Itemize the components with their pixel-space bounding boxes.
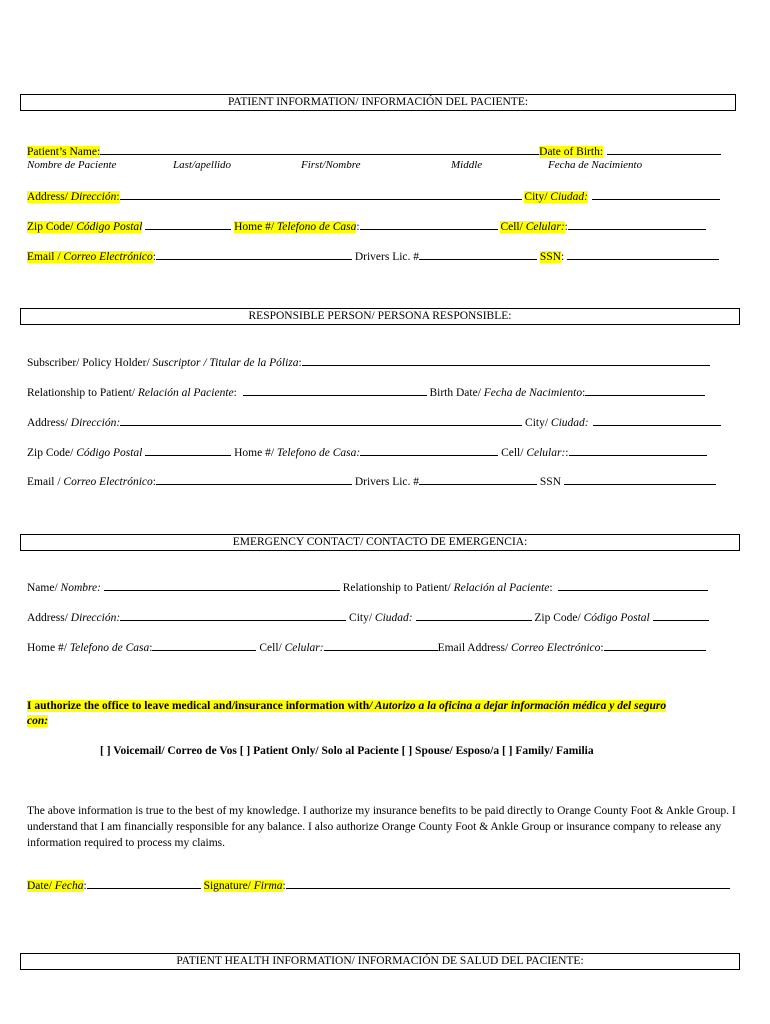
patient-phone-row: Zip Code/ Código Postal Home #/ Telefono de Casa: Cell/ Celular:: [27,219,706,233]
responsible-zip-field[interactable] [145,445,231,456]
date-field[interactable] [87,878,201,889]
sub-nombre: Nombre de Paciente [27,159,117,171]
subscriber-field[interactable] [302,355,710,366]
responsible-email-row: Email / Correo Electrónico: Drivers Lic. # SSN [27,474,716,488]
emergency-phone-row: Home #/ Telefono de Casa: Cell/ Celular: Email Address/ Correo Electrónico: [27,640,706,654]
emergency-relationship-field[interactable] [558,580,708,591]
date-of-birth-label: Date of Birth: [539,146,604,158]
responsible-address-field[interactable] [120,415,522,426]
patient-address-row [27,189,720,203]
emergency-name-row: Name/ Nombre: Relationship to Patient/ Relación al Paciente: [27,580,708,594]
emergency-home-field[interactable] [152,640,256,651]
address-label: Address/ Dirección: [27,191,120,203]
responsible-home-field[interactable] [360,445,498,456]
section-header-emergency-contact: EMERGENCY CONTACT/ CONTACTO DE EMERGENCIA: [20,534,740,551]
patient-name-field[interactable] [100,144,539,155]
signature-row: Date/ Fecha: Signature/ Firma: [27,878,730,892]
emergency-email-field[interactable] [604,640,706,651]
responsible-cell-field[interactable] [569,445,707,456]
city-label: City/ Ciudad: [524,191,588,203]
sub-fecha: Fecha de Nacimiento [548,159,643,171]
authorization-options[interactable]: [ ] Voicemail/ Correo de Vos [ ] Patient Only/ Solo al Paciente [ ] Spouse/ Esposo/a [ ] Family/ Familia [100,745,594,757]
email-label: Email / Correo Electrónico [27,251,153,263]
date-of-birth-field[interactable] [607,144,721,155]
cell-label: Cell/ Celular: [500,221,565,233]
responsible-city-field[interactable] [593,415,721,426]
subscriber-row: Subscriber/ Policy Holder/ Suscriptor / Titular de la Póliza: [27,355,710,369]
sub-first: First/Nombre [301,159,361,171]
authorization-line-1: I authorize the office to leave medical and/insurance information with/ Autorizo a la oficina a dejar información médica y del seguro [27,700,667,712]
emergency-name-field[interactable] [104,580,340,591]
emergency-zip-field[interactable] [653,610,709,621]
ssn-label: SSN [539,251,562,263]
home-phone-field[interactable] [360,219,498,230]
sub-middle: Middle [451,159,483,171]
responsible-phone-row: Zip Code/ Código Postal Home #/ Telefono de Casa: Cell/ Celular:: [27,445,707,459]
patient-name-label: Patient’s Name: [27,146,101,158]
section-header-patient-information: PATIENT INFORMATION/ INFORMACIÓN DEL PACIENTE: [20,94,736,111]
responsible-address-row: Address/ Dirección: City/ Ciudad: [27,415,721,429]
relationship-row: Relationship to Patient/ Relación al Paciente: Birth Date/ Fecha de Nacimiento: [27,385,705,399]
emergency-address-field[interactable] [120,610,346,621]
drivers-license-field[interactable] [419,249,537,260]
responsible-drivers-field[interactable] [419,474,537,485]
responsible-ssn-field[interactable] [564,474,716,485]
zip-label: Zip Code/ Código Postal [27,221,143,233]
birth-date-field[interactable] [585,385,705,396]
patient-name-row [27,144,721,158]
city-field[interactable] [592,189,720,200]
ssn-field[interactable] [567,249,719,260]
patient-email-row: Email / Correo Electrónico: Drivers Lic. # SSN: [27,249,719,263]
address-field[interactable] [120,189,522,200]
drivers-license-label: Drivers Lic. # [354,251,420,263]
cell-field[interactable] [568,219,706,230]
responsible-email-field[interactable] [156,474,352,485]
emergency-city-field[interactable] [416,610,532,621]
signature-field[interactable] [286,878,730,889]
section-header-responsible-person: RESPONSIBLE PERSON/ PERSONA RESPONSIBLE: [20,308,740,325]
zip-field[interactable] [145,219,231,230]
consent-statement: The above information is true to the best of my knowledge. I authorize my insurance benefits to be paid directly to Orange County Foot & Ankle Group. I understand that I am financially responsible for any balance. I also authorize Orange County Foot & Ankle Group or insurance company to release any information required to process my claims. [27,805,736,849]
authorization-line-2: con: [27,715,49,727]
section-header-health-information: PATIENT HEALTH INFORMATION/ INFORMACIÓN DE SALUD DEL PACIENTE: [20,953,740,970]
sub-last: Last/apellido [173,159,232,171]
email-field[interactable] [156,249,352,260]
home-phone-label: Home #/ Telefono de Casa [234,221,357,233]
relationship-field[interactable] [243,385,427,396]
emergency-address-row: Address/ Dirección: City/ Ciudad: Zip Code/ Código Postal [27,610,709,624]
emergency-cell-field[interactable] [324,640,438,651]
